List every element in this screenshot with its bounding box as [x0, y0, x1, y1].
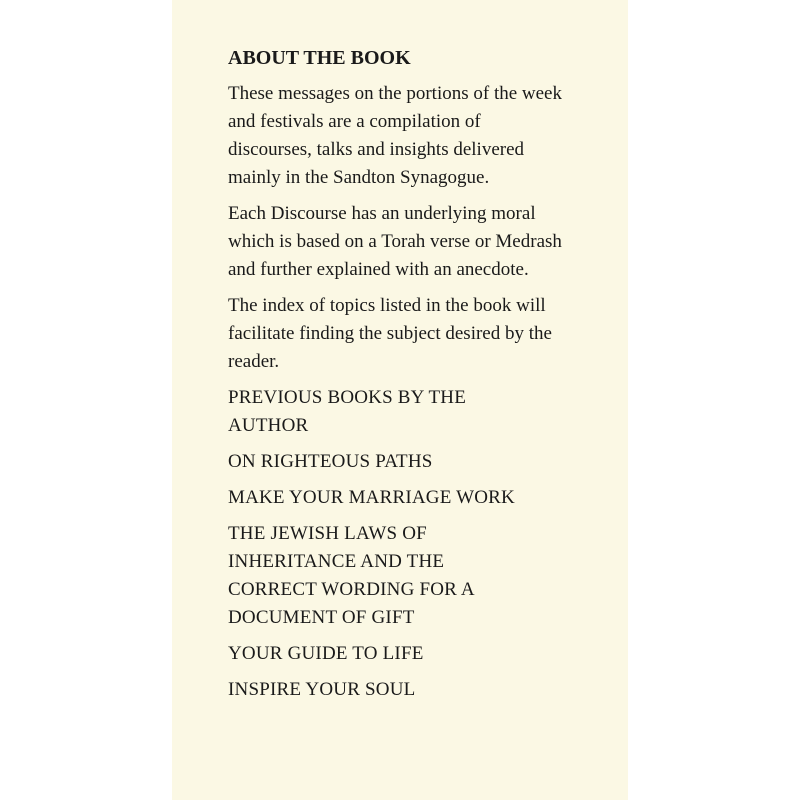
previous-books-heading: PREVIOUS BOOKS BY THE AUTHOR: [228, 387, 467, 436]
about-paragraph-2: Each Discourse has an underlying moral which is based on a Torah verse or Medrash and further explained with an anecdote.: [228, 203, 562, 280]
book-title-item: THE JEWISH LAWS OF INHERITANCE AND THE CORRECT WORDING FOR A DOCUMENT OF GIFT: [228, 523, 474, 628]
book-back-cover: [172, 0, 628, 800]
book-title-item: MAKE YOUR MARRIAGE WORK: [228, 487, 515, 508]
book-title-item: YOUR GUIDE TO LIFE: [228, 643, 424, 664]
about-paragraph-3: The index of topics listed in the book will facilitate finding the subject desired by the reader.: [228, 295, 552, 372]
about-paragraph-1: These messages on the portions of the week and festivals are a compilation of discourses, talks and insights delivered mainly in the Sandton Synagogue.: [228, 83, 562, 188]
book-title-item: ON RIGHTEOUS PATHS: [228, 451, 433, 472]
about-heading: ABOUT THE BOOK: [228, 47, 411, 69]
book-title-item: INSPIRE YOUR SOUL: [228, 679, 416, 700]
